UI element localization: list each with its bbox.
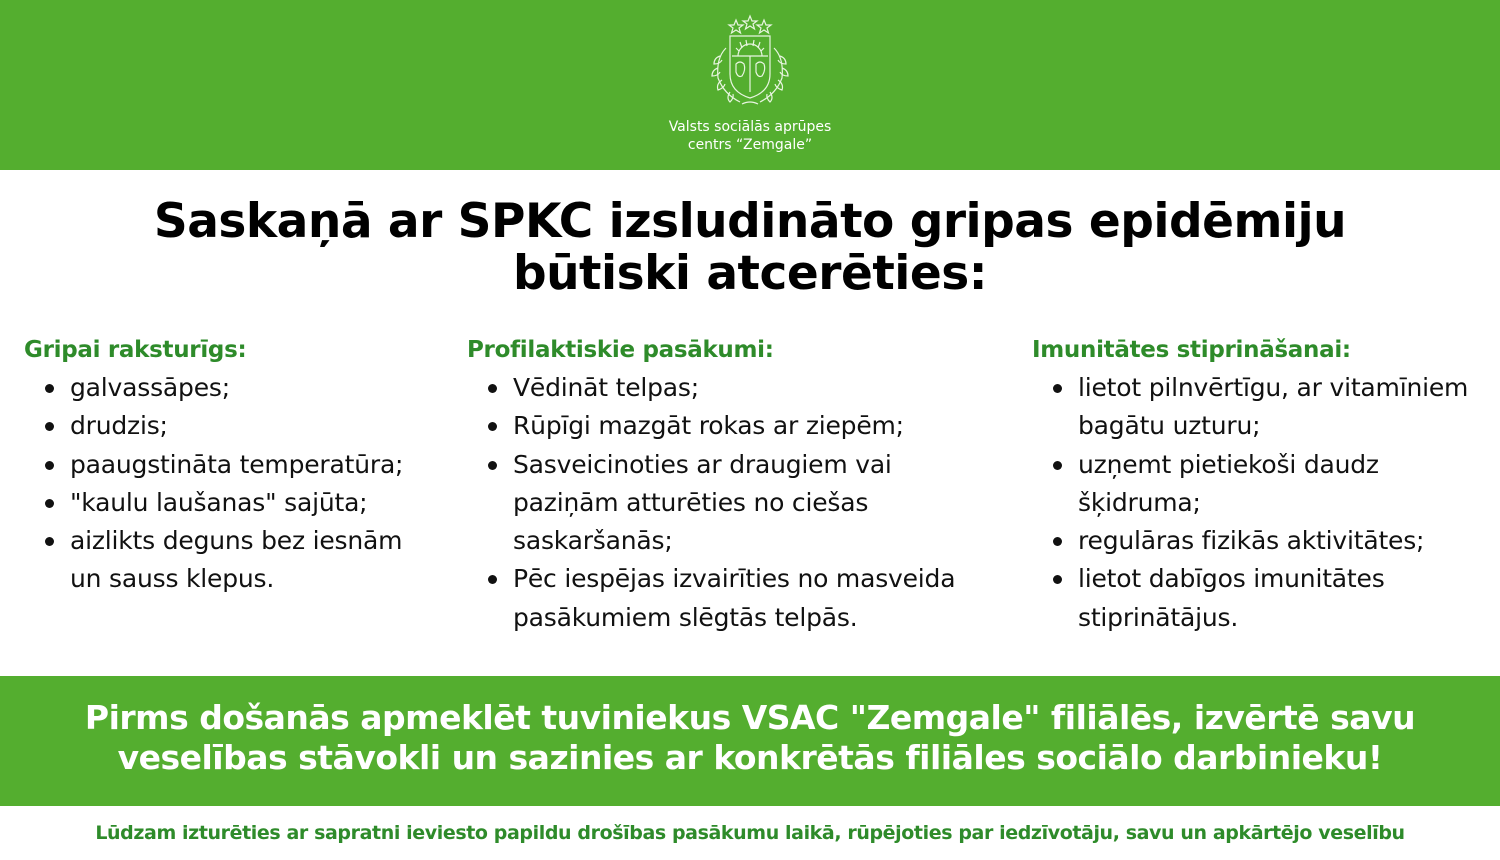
title-line-2: būtiski atcerēties:	[512, 246, 988, 301]
list-item: "kaulu laušanas" sajūta;	[24, 484, 444, 522]
column-heading: Imunitātes stiprināšanai:	[1032, 337, 1351, 363]
bullet-icon	[45, 422, 54, 431]
bullet-icon	[488, 461, 497, 470]
symptoms-list	[24, 369, 444, 599]
organization-name	[669, 118, 832, 154]
bullet-icon	[45, 499, 54, 508]
org-name-line-2: centrs “Zemgale”	[687, 137, 813, 153]
list-item: aizlikts deguns bez iesnām un sauss klepus.	[24, 522, 424, 599]
banner-line-1: Pirms došanās apmeklēt tuviniekus VSAC "Zemgale" filiālēs, izvērtē savu	[84, 698, 1416, 737]
column-flu-symptoms	[24, 335, 444, 599]
banner-line-2: veselības stāvokli un sazinies ar konkrētās filiāles sociālo darbinieku!	[117, 738, 1383, 777]
list-item: Rūpīgi mazgāt rokas ar ziepēm;	[467, 407, 1007, 445]
list-item: uzņemt pietiekoši daudz šķidruma;	[1032, 446, 1412, 523]
bullet-icon	[488, 384, 497, 393]
column-preventive-measures	[467, 335, 1007, 637]
column-heading: Profilaktiskie pasākumi:	[467, 337, 774, 363]
bullet-icon	[1053, 575, 1062, 584]
list-item: paaugstināta temperatūra;	[24, 446, 444, 484]
list-item: drudzis;	[24, 407, 444, 445]
bullet-icon	[45, 461, 54, 470]
bullet-icon	[1053, 384, 1062, 393]
title-line-1: Saskaņā ar SPKC izsludināto gripas epidēmiju	[153, 194, 1347, 249]
list-item: galvassāpes;	[24, 369, 444, 407]
coat-of-arms-icon	[702, 12, 798, 112]
bullet-icon	[1053, 537, 1062, 546]
header-bar	[0, 0, 1500, 170]
measures-list	[467, 369, 1007, 637]
column-heading: Gripai raksturīgs:	[24, 337, 247, 363]
bullet-icon	[45, 384, 54, 393]
list-item: lietot pilnvērtīgu, ar vitamīniem bagātu uzturu;	[1032, 369, 1500, 446]
list-item: lietot dabīgos imunitātes stiprinātājus.	[1032, 560, 1432, 637]
bullet-icon	[45, 537, 54, 546]
bullet-icon	[1053, 461, 1062, 470]
page-title	[0, 196, 1500, 300]
list-item: Vēdināt telpas;	[467, 369, 1007, 407]
column-immunity-boosting	[1032, 335, 1500, 637]
bullet-icon	[488, 575, 497, 584]
bullet-icon	[488, 422, 497, 431]
immunity-list	[1032, 369, 1500, 637]
list-item: Pēc iespējas izvairīties no masveida pasākumiem slēgtās telpās.	[467, 560, 1007, 637]
org-name-line-1: Valsts sociālās aprūpes	[668, 119, 832, 135]
footer-note: Lūdzam izturēties ar sapratni ieviesto papildu drošības pasākumu laikā, rūpējoties par iedzīvotāju, savu un apkārtējo veselību	[95, 822, 1405, 844]
list-item: Sasveicinoties ar draugiem vai paziņām atturēties no ciešas saskaršanās;	[467, 446, 937, 561]
list-item: regulāras fizikās aktivitātes;	[1032, 522, 1500, 560]
visit-notice-banner	[0, 676, 1500, 806]
